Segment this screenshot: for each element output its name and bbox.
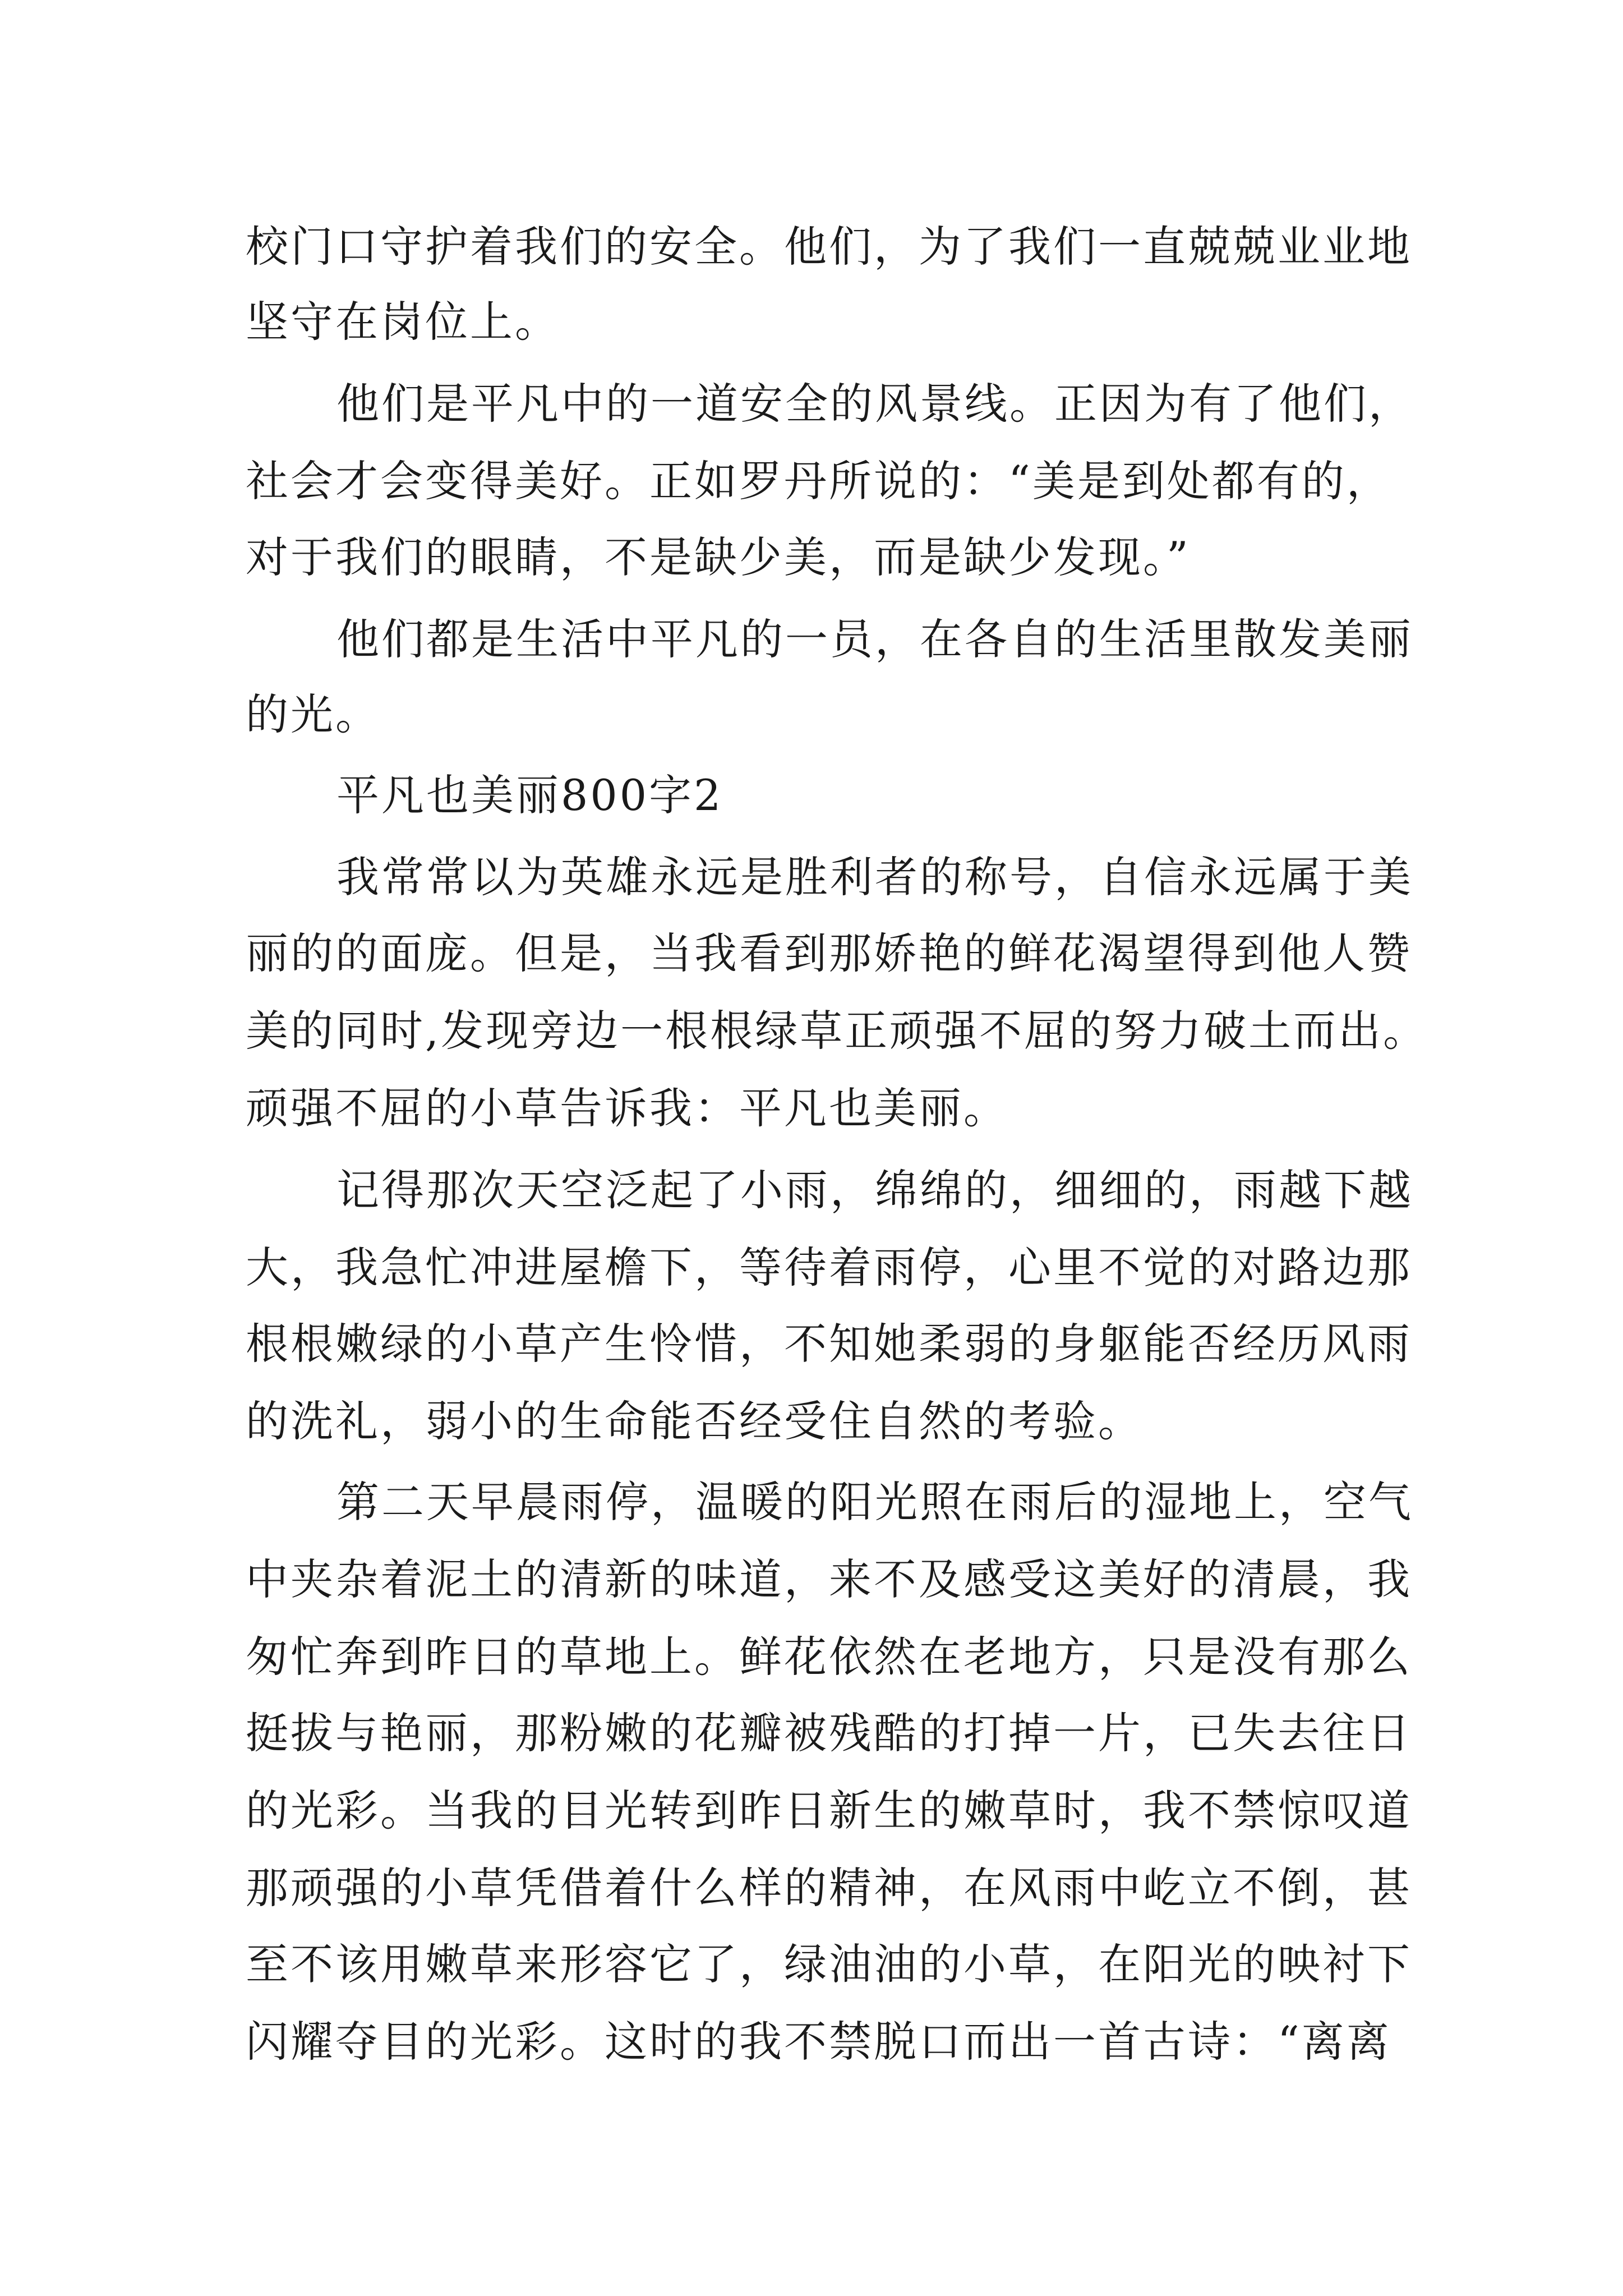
- text-line: 校门口守护着我们的安全。他们，为了我们一直兢兢业业地: [246, 222, 1412, 272]
- text-line: 至不该用嫩草来形容它了，绿油油的小草，在阳光的映衬下: [246, 1939, 1412, 1989]
- text-line: 坚守在岗位上。: [246, 297, 560, 347]
- text-line: 的洗礼，弱小的生命能否经受住自然的考验。: [246, 1396, 1143, 1446]
- text-line: 的光彩。当我的目光转到昨日新生的嫩草时，我不禁惊叹道: [246, 1786, 1412, 1835]
- text-line: 中夹杂着泥土的清新的味道，来不及感受这美好的清晨，我: [246, 1554, 1412, 1604]
- paragraph-first-line: 他们都是生活中平凡的一员，在各自的生活里散发美丽: [336, 614, 1413, 664]
- paragraph-first-line: 他们是平凡中的一道安全的风景线。正因为有了他们，: [336, 379, 1413, 429]
- text-line: 对于我们的眼睛，不是缺少美，而是缺少发现。”: [246, 532, 1191, 582]
- text-line: 那顽强的小草凭借着什么样的精神，在风雨中屹立不倒，甚: [246, 1863, 1412, 1913]
- text-line: 社会才会变得美好。正如罗丹所说的：“美是到处都有的，: [246, 456, 1391, 506]
- text-line: 丽的的面庞。但是，当我看到那娇艳的鲜花渴望得到他人赞: [246, 928, 1412, 978]
- text-line: 顽强不屈的小草告诉我：平凡也美丽。: [246, 1083, 1008, 1133]
- text-line: 的光。: [246, 689, 380, 739]
- text-line: 匆忙奔到昨日的草地上。鲜花依然在老地方，只是没有那么: [246, 1632, 1412, 1682]
- text-line: 大，我急忙冲进屋檐下，等待着雨停，心里不觉的对路边那: [246, 1243, 1412, 1292]
- paragraph-first-line: 我常常以为英雄永远是胜利者的称号，自信永远属于美: [336, 852, 1413, 902]
- text-line: 根根嫩绿的小草产生怜惜，不知她柔弱的身躯能否经历风雨: [246, 1319, 1412, 1369]
- section-title: 平凡也美丽800字2: [336, 770, 723, 820]
- text-line: 美的同时,发现旁边一根根绿草正顽强不屈的努力破土而出。: [246, 1006, 1428, 1056]
- paragraph-first-line: 第二天早晨雨停，温暖的阳光照在雨后的湿地上，空气: [336, 1477, 1413, 1527]
- text-line: 闪耀夺目的光彩。这时的我不禁脱口而出一首古诗：“离离: [246, 2017, 1391, 2067]
- text-line: 挺拔与艳丽，那粉嫩的花瓣被残酷的打掉一片，已失去往日: [246, 1708, 1412, 1758]
- paragraph-first-line: 记得那次天空泛起了小雨，绵绵的，细细的，雨越下越: [336, 1165, 1413, 1215]
